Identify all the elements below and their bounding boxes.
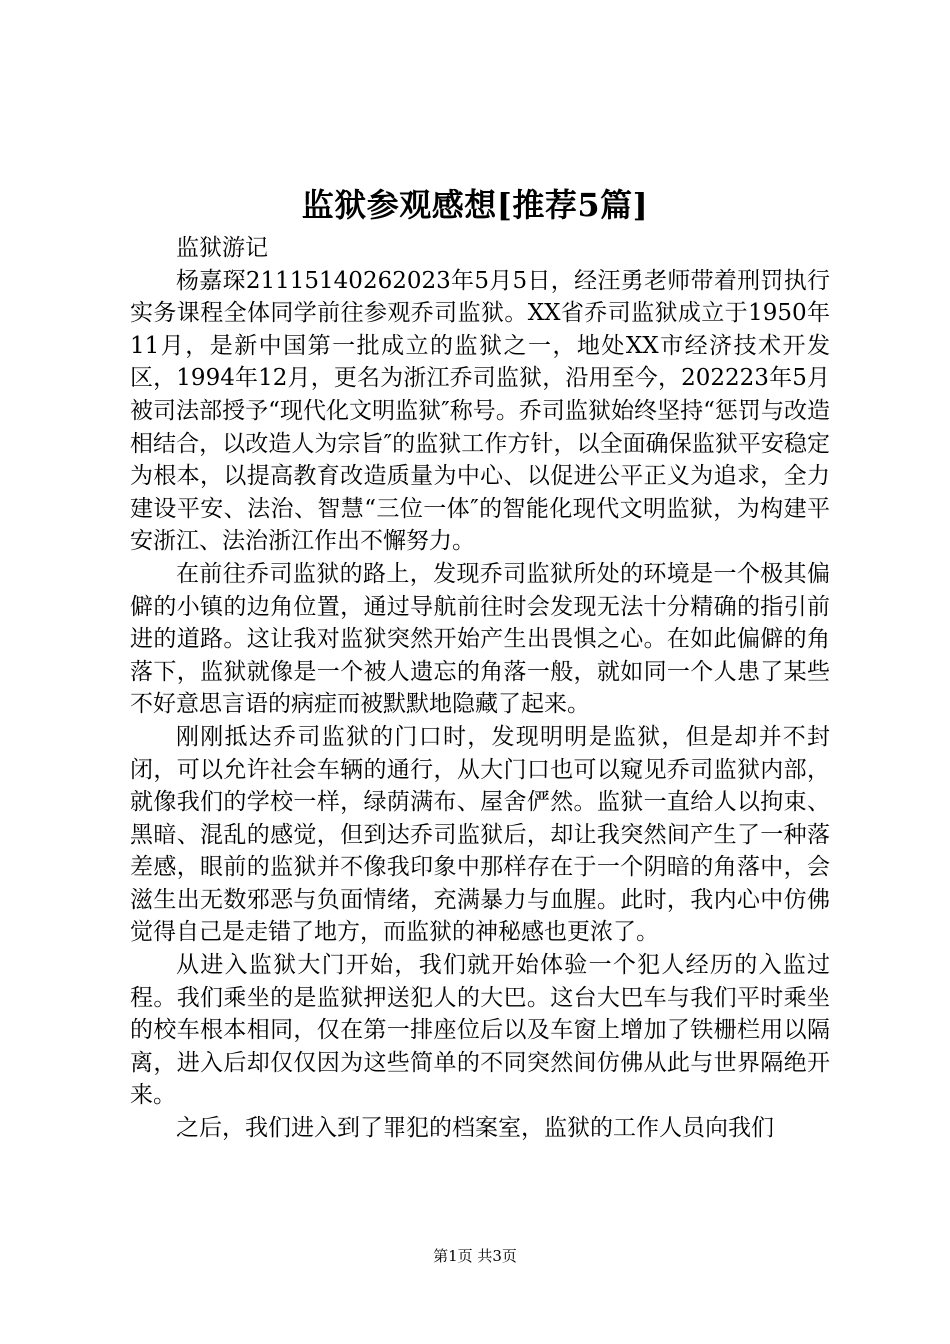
paragraph: 之后，我们进入到了罪犯的档案室，监狱的工作人员向我们 <box>176 1115 774 1142</box>
paragraph: 杨嘉琛21115140262023年5月5日，经汪勇老师带着刑罚执行实务课程全体同学前往参观乔司监狱。XX省乔司监狱成立于1950年11月，是新中国第一批成立的监狱之一，地处XX市经济技术开发区，1994年12月，更名为浙江乔司监狱，沿用至今，202223年5月被司法部授予“现代化文明监狱″称号。乔司监狱始终坚持“惩罚与改造相结合，以改造人为宗旨″的监狱工作方针，以全面确保监狱平安稳定为根本，以提高教育改造质量为中心、以促进公平正义为追求，全力建设平安、法治、智慧“三位一体″的智能化现代文明监狱，为构建平安浙江、法治浙江作出不懈努力。 <box>130 267 830 555</box>
document-title: 监狱参观感想[推荐5篇] <box>301 186 649 224</box>
section-subtitle: 监狱游记 <box>176 235 268 261</box>
page-footer <box>0 1246 950 1266</box>
paragraph: 从进入监狱大门开始，我们就开始体验一个犯人经历的入监过程。我们乘坐的是监狱押送犯人的大巴。这台大巴车与我们平时乘坐的校车根本相同，仅在第一排座位后以及车窗上增加了铁栅栏用以隔离，进入后却仅仅因为这些简单的不同突然间仿佛从此与世界隔绝开来。 <box>130 952 830 1109</box>
paragraph: 在前往乔司监狱的路上，发现乔司监狱所处的环境是一个极其偏僻的小镇的边角位置，通过导航前往时会发现无法十分精确的指引前进的道路。这让我对监狱突然开始产生出畏惧之心。在如此偏僻的角落下，监狱就像是一个被人遗忘的角落一般，就如同一个人患了某些不好意思言语的病症而被默默地隐藏了起来。 <box>130 560 830 718</box>
document-body <box>130 232 830 1145</box>
page-indicator: 第1页 共3页 <box>433 1247 517 1265</box>
paragraph: 刚刚抵达乔司监狱的门口时，发现明明是监狱，但是却并不封闭，可以允许社会车辆的通行，从大门口也可以窥见乔司监狱内部，就像我们的学校一样，绿荫满布、屋舍俨然。监狱一直给人以拘束、黑暗、混乱的感觉，但到达乔司监狱后，却让我突然间产生了一种落差感，眼前的监狱并不像我印象中那样存在于一个阴暗的角落中，会滋生出无数邪恶与负面情绪，充满暴力与血腥。此时，我内心中仿佛觉得自己是走错了地方，而监狱的神秘感也更浓了。 <box>130 723 830 946</box>
